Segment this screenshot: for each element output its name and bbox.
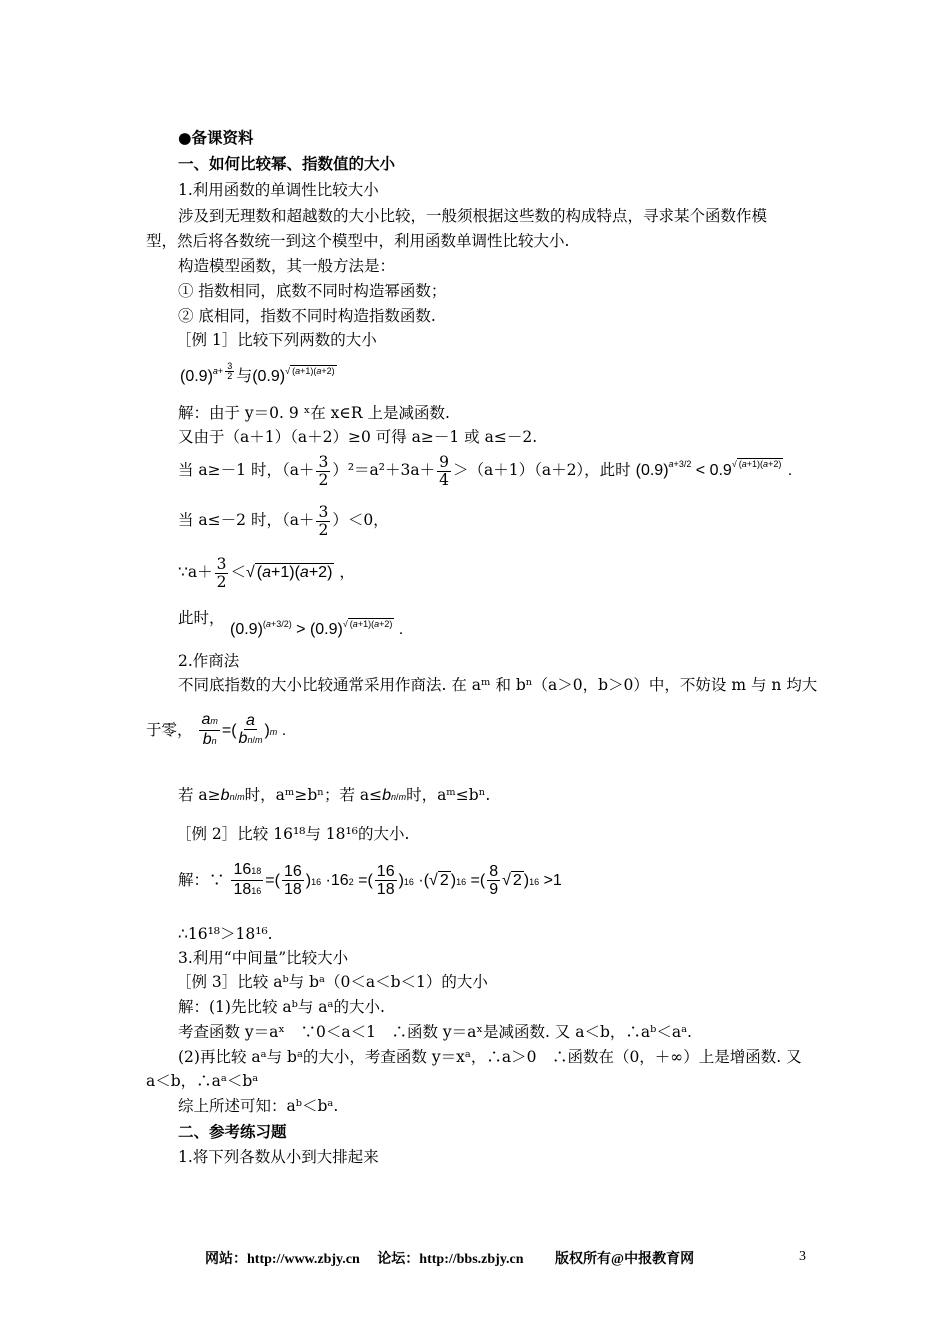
math-line: 解：∵ $\frac{1618}{1816}$ =( $\frac{16}{18}$ )16 ·162 =( $\frac{16}{18}$ )16 ·(√ 2 )16 =( $\frac{8}{9}$ √ 2 )16 >1 xyxy=(178,861,562,899)
footer-site[interactable]: 网站：http://www.zbjy.cn xyxy=(205,1252,360,1267)
example-title: ［例 2］比较 16¹⁸与 18¹⁶的大小. xyxy=(176,825,410,843)
question: 1.将下列各数从小到大排起来 xyxy=(178,1148,379,1166)
page-number: 3 xyxy=(799,1249,806,1264)
math-line: 若 a≥bn/m时，aᵐ≥bⁿ；若 a≤bn/m时，aᵐ≤bⁿ. xyxy=(178,786,491,804)
paragraph: 型，然后将各数统一到这个模型中，利用函数单调性比较大小. xyxy=(146,232,570,250)
paragraph: 综上所述可知：aᵇ＜bᵃ. xyxy=(178,1097,339,1115)
math-line: 当 a≤－2 时，（a＋ $\frac{3}{2}$ ）＜0， xyxy=(178,502,389,539)
section-title: 二、参考练习题 xyxy=(178,1122,287,1141)
example-title: ［例 1］比较下列两数的大小 xyxy=(176,331,377,349)
section-title: 一、如何比较幂、指数值的大小 xyxy=(178,154,396,173)
paragraph: 涉及到无理数和超越数的大小比较，一般须根据这些数的构成特点，寻求某个函数作模 xyxy=(178,207,768,225)
math-line: 当 a≥－1 时，（a＋ $\frac{3}{2}$ ）²＝a²＋3a＋ $\frac{9}{4}$ ＞（a＋1）（a＋2），此时 $(0.9)^{a+3/2} < 0.9^{√ (a+1)(a+2)}$ . xyxy=(178,452,793,489)
page-footer xyxy=(205,1248,694,1268)
paragraph: 又由于（a＋1）（a＋2）≥0 可得 a≥－1 或 a≤－2. xyxy=(178,428,538,446)
paragraph: 考查函数 y＝aˣ ∵0＜a＜1 ∴函数 y＝aˣ是减函数. 又 a＜b，∴aᵇ＜aᵃ. xyxy=(178,1023,692,1041)
math-expression: $(0.9)^{a+ \frac{3}{2}}$ 与$(0.9)^{√ (a+1)(a+2)}$ xyxy=(180,361,335,385)
heading: ●备课资料 xyxy=(178,128,254,147)
paragraph: ① 指数相同，底数不同时构造幂函数； xyxy=(178,282,447,300)
paragraph: (2)再比较 aᵃ与 bᵃ的大小，考查函数 y＝xᵃ，∴a＞0 ∴函数在（0，＋∞）上是增函数. 又 xyxy=(178,1048,802,1066)
paragraph: a＜b，∴aᵃ＜bᵃ xyxy=(146,1072,259,1090)
paragraph: 不同底指数的大小比较通常采用作商法. 在 aᵐ 和 bⁿ（a＞0，b＞0）中，不妨设 m 与 n 均大 xyxy=(178,676,818,694)
method-title: 3.利用“中间量”比较大小 xyxy=(178,949,349,967)
math-expression: $(0.9)^{(a+3/2)} > (0.9)^{√ (a+1)(a+2)}$ . xyxy=(230,619,404,638)
method-title: 1.利用函数的单调性比较大小 xyxy=(178,181,379,199)
math-line: 此时， xyxy=(178,609,225,627)
footer-copyright: 版权所有@中报教育网 xyxy=(555,1252,695,1267)
math-line: ∵a＋ $\frac{3}{2}$ ＜√ (a+1)(a+2) ， xyxy=(178,554,355,591)
math-line: 于零， $\frac{am}{bn}$ =( $\frac{a}{bn/m}$ )m . xyxy=(146,711,287,749)
paragraph: 解：由于 y＝0. 9 ˣ在 x∈R 上是减函数. xyxy=(178,404,450,422)
paragraph: ② 底相同，指数不同时构造指数函数. xyxy=(178,307,436,325)
paragraph: 解：(1)先比较 aᵇ与 aᵃ的大小. xyxy=(178,998,385,1016)
footer-forum[interactable]: 论坛：http://bbs.zbjy.cn xyxy=(377,1252,524,1267)
paragraph: ∴16¹⁸＞18¹⁶. xyxy=(178,925,273,943)
paragraph: 构造模型函数，其一般方法是： xyxy=(178,257,396,275)
example-title: ［例 3］比较 aᵇ与 bᵃ（0＜a＜b＜1）的大小 xyxy=(176,973,488,991)
method-title: 2.作商法 xyxy=(178,652,240,670)
